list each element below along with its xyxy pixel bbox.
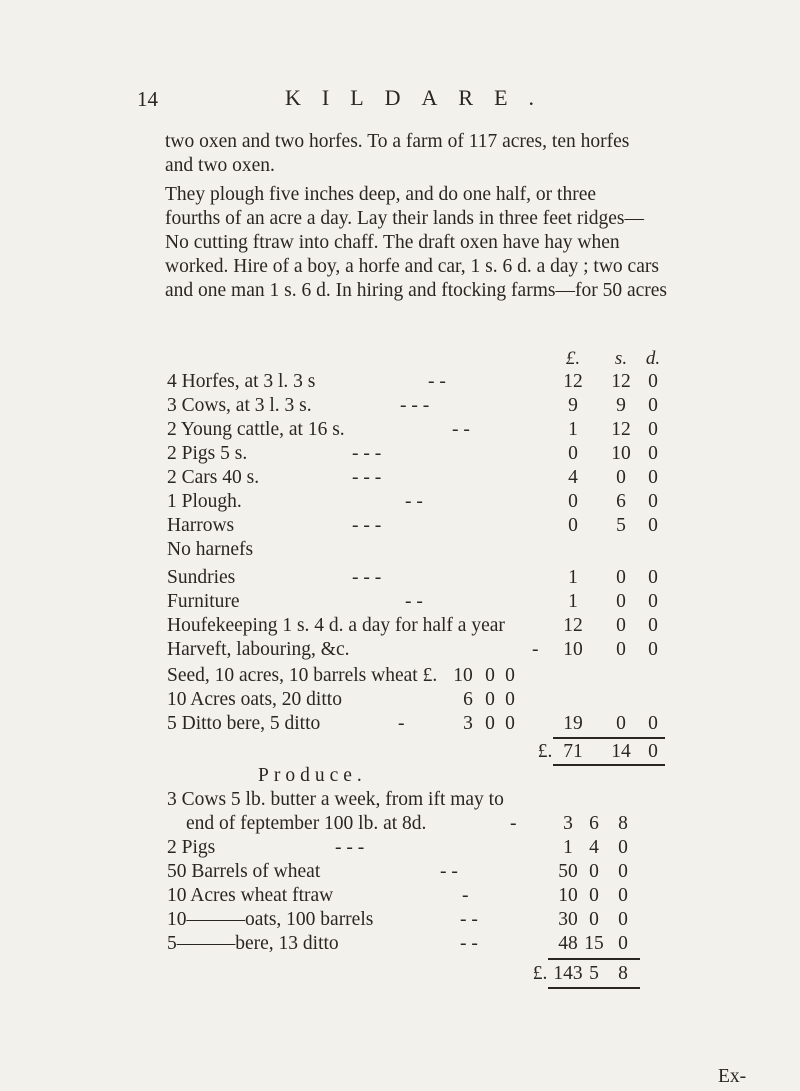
- total-pounds: 71: [563, 741, 583, 762]
- total-currency-mark: £.: [537, 741, 553, 762]
- shillings-value: 0: [616, 615, 626, 636]
- pence-value: 0: [648, 371, 658, 392]
- inner-pounds-value: 6: [463, 689, 473, 710]
- pence-value: 0: [618, 885, 628, 906]
- inner-pounds-value: 10: [453, 665, 473, 686]
- pence-value: 0: [648, 515, 658, 536]
- text-line: They plough five inches deep, and do one half, or three: [165, 184, 597, 205]
- text-line: No cutting ftraw into chaff. The draft oxen have hay when: [165, 232, 620, 253]
- pence-value: 0: [648, 567, 658, 588]
- pence-value: 0: [618, 909, 628, 930]
- total-shillings: 5: [589, 963, 599, 984]
- pounds-value: 9: [568, 395, 578, 416]
- table-row: [0, 837, 800, 861]
- shillings-value: 0: [616, 467, 626, 488]
- pounds-value: 0: [568, 443, 578, 464]
- inner-pounds-value: 3: [463, 713, 473, 734]
- total-pounds: 143: [553, 963, 583, 984]
- pounds-value: 12: [563, 615, 583, 636]
- pence-value: 0: [648, 467, 658, 488]
- pounds-value: 10: [563, 639, 583, 660]
- pounds-value: 1: [568, 419, 578, 440]
- table-row: [0, 665, 800, 689]
- shillings-value: 15: [584, 933, 604, 954]
- table-row: [0, 515, 800, 539]
- pence-value: 0: [618, 861, 628, 882]
- pounds-value: 30: [558, 909, 578, 930]
- total-pence: 0: [648, 741, 658, 762]
- pounds-value: 12: [563, 371, 583, 392]
- table-row: [0, 713, 800, 737]
- row-label: Harveft, labouring, &c.: [167, 639, 350, 660]
- total-row: [0, 963, 800, 987]
- row-dashes: - - -: [352, 467, 382, 488]
- intro-paragraph: [165, 130, 629, 178]
- running-title: KILDARE.: [285, 85, 556, 110]
- shillings-value: 6: [616, 491, 626, 512]
- shillings-value: 12: [611, 371, 631, 392]
- row-label: Seed, 10 acres, 10 barrels wheat £.: [167, 665, 438, 686]
- row-label: 3 Cows, at 3 l. 3 s.: [167, 395, 312, 416]
- total-currency-mark: £.: [532, 963, 548, 984]
- pounds-value: 3: [563, 813, 573, 834]
- row-label: 4 Horfes, at 3 l. 3 s: [167, 371, 316, 392]
- shillings-value: 10: [611, 443, 631, 464]
- row-label: 2 Pigs 5 s.: [167, 443, 248, 464]
- pounds-column-header: £.: [565, 348, 581, 369]
- table-row: [0, 861, 800, 885]
- row-dashes: - -: [405, 491, 423, 512]
- row-label: end of feptember 100 lb. at 8d.: [186, 813, 427, 834]
- pence-column-header: d.: [645, 348, 661, 369]
- shillings-value: 0: [616, 567, 626, 588]
- pounds-value: 48: [558, 933, 578, 954]
- text-line: and one man 1 s. 6 d. In hiring and ftocking farms—for 50 acres: [165, 280, 667, 301]
- pence-value: 0: [648, 443, 658, 464]
- pence-value: 0: [648, 615, 658, 636]
- inner-pence-value: 0: [505, 665, 515, 686]
- pounds-value: 0: [568, 515, 578, 536]
- row-dashes: - -: [440, 861, 458, 882]
- pounds-value: 1: [568, 591, 578, 612]
- produce-heading: Produce.: [258, 765, 367, 786]
- table-row: [0, 539, 800, 563]
- pounds-value: 1: [563, 837, 573, 858]
- total-pence: 8: [618, 963, 628, 984]
- row-label: 3 Cows 5 lb. butter a week, from ift may to: [167, 789, 504, 810]
- pounds-value: 4: [568, 467, 578, 488]
- shillings-value: 12: [611, 419, 631, 440]
- pounds-value: 1: [568, 567, 578, 588]
- table-row: [0, 443, 800, 467]
- row-label: 10———oats, 100 barrels: [167, 909, 374, 930]
- row-label: Furniture: [167, 591, 240, 612]
- pounds-value: 0: [568, 491, 578, 512]
- row-label: 1 Plough.: [167, 491, 242, 512]
- total-rule: [553, 737, 665, 739]
- shillings-value: 5: [616, 515, 626, 536]
- pence-value: 0: [618, 933, 628, 954]
- row-label: 5———bere, 13 ditto: [167, 933, 339, 954]
- table-row: [0, 639, 800, 663]
- row-label: Sundries: [167, 567, 236, 588]
- table-row: [0, 419, 800, 443]
- pounds-value: 50: [558, 861, 578, 882]
- row-dashes: -: [510, 813, 517, 834]
- table-row: [0, 885, 800, 909]
- shillings-value: 4: [589, 837, 599, 858]
- table-row: [0, 491, 800, 515]
- pence-value: 0: [648, 419, 658, 440]
- pounds-value: 10: [558, 885, 578, 906]
- pounds-value: 19: [563, 713, 583, 734]
- shillings-value: 0: [616, 639, 626, 660]
- row-dashes: - - -: [352, 567, 382, 588]
- text-line: two oxen and two horfes. To a farm of 117 acres, ten horfes: [165, 131, 630, 152]
- text-line: and two oxen.: [165, 155, 275, 176]
- body-paragraph: [165, 183, 667, 303]
- row-dashes: - -: [405, 591, 423, 612]
- row-dashes: - - -: [352, 515, 382, 536]
- row-dashes: -: [462, 885, 469, 906]
- row-label: 50 Barrels of wheat: [167, 861, 321, 882]
- pence-value: 0: [648, 713, 658, 734]
- table-row: [0, 909, 800, 933]
- inner-shillings-value: 0: [485, 689, 495, 710]
- table-row: [0, 467, 800, 491]
- total-row: [0, 741, 800, 765]
- text-line: fourths of an acre a day. Lay their lands in three feet ridges—: [165, 208, 644, 229]
- table-row: [0, 689, 800, 713]
- row-dashes: -: [398, 713, 405, 734]
- table-row: [0, 567, 800, 591]
- total-rule: [548, 958, 640, 960]
- total-shillings: 14: [611, 741, 631, 762]
- table-row: [0, 933, 800, 957]
- row-label: 10 Acres oats, 20 ditto: [167, 689, 342, 710]
- table-row: [0, 591, 800, 615]
- shillings-value: 0: [589, 885, 599, 906]
- row-label: Houfekeeping 1 s. 4 d. a day for half a year: [167, 615, 505, 636]
- row-dashes: - -: [452, 419, 470, 440]
- table-row: [0, 789, 800, 813]
- page-number: 14: [137, 87, 158, 111]
- row-label: Harrows: [167, 515, 235, 536]
- shillings-column-header: s.: [614, 348, 628, 369]
- text-line: worked. Hire of a boy, a horfe and car, 1 s. 6 d. a day ; two cars: [165, 256, 659, 277]
- row-label: 2 Cars 40 s.: [167, 467, 260, 488]
- total-underline: [548, 987, 640, 989]
- pence-value: 0: [648, 395, 658, 416]
- pence-value: 0: [618, 837, 628, 858]
- row-dashes: - -: [428, 371, 446, 392]
- row-label: 2 Young cattle, at 16 s.: [167, 419, 345, 440]
- total-underline: [553, 764, 665, 766]
- row-dashes: - - -: [335, 837, 365, 858]
- shillings-value: 0: [616, 713, 626, 734]
- shillings-value: 9: [616, 395, 626, 416]
- row-dashes: - - -: [400, 395, 430, 416]
- row-label: No harnefs: [167, 539, 254, 560]
- row-dashes: -: [532, 639, 539, 660]
- row-dashes: - -: [460, 909, 478, 930]
- catchword: Ex-: [718, 1066, 747, 1087]
- table-row: [0, 395, 800, 419]
- table-row: [0, 615, 800, 639]
- pence-value: 0: [648, 591, 658, 612]
- shillings-value: 0: [589, 909, 599, 930]
- pence-value: 8: [618, 813, 628, 834]
- inner-pence-value: 0: [505, 713, 515, 734]
- row-dashes: - -: [460, 933, 478, 954]
- inner-pence-value: 0: [505, 689, 515, 710]
- row-label: 10 Acres wheat ftraw: [167, 885, 334, 906]
- row-label: 5 Ditto bere, 5 ditto: [167, 713, 321, 734]
- table-row: [0, 813, 800, 837]
- shillings-value: 6: [589, 813, 599, 834]
- shillings-value: 0: [616, 591, 626, 612]
- row-label: 2 Pigs: [167, 837, 216, 858]
- pence-value: 0: [648, 491, 658, 512]
- page-header: [0, 85, 800, 115]
- pence-value: 0: [648, 639, 658, 660]
- row-dashes: - - -: [352, 443, 382, 464]
- inner-shillings-value: 0: [485, 665, 495, 686]
- inner-shillings-value: 0: [485, 713, 495, 734]
- table-row: [0, 371, 800, 395]
- shillings-value: 0: [589, 861, 599, 882]
